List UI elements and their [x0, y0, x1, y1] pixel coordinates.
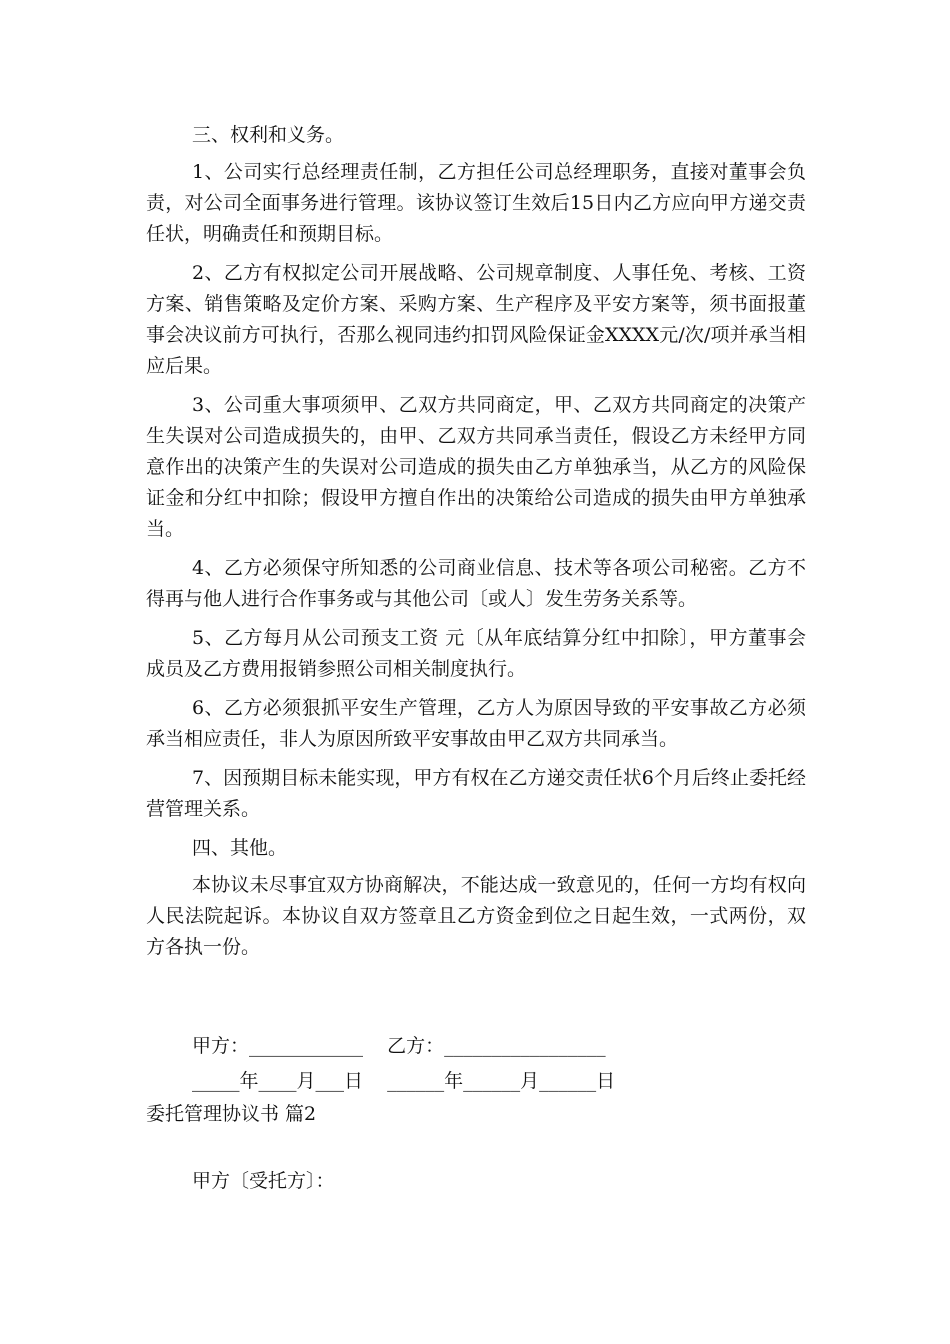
party-b-signature: 乙方：_________________	[387, 1035, 606, 1057]
other-clause: 本协议未尽事宜双方协商解决，不能达成一致意见的，任何一方均有权向人民法院起诉。本协议自双方签章且乙方资金到位之日起生效，一式两份，双方各执一份。	[146, 874, 806, 958]
next-agreement-title: 委托管理协议书 篇2	[146, 1103, 317, 1125]
signature-parties	[192, 1031, 606, 1058]
section-heading-other: 四、其他。	[192, 837, 288, 859]
clause-1: 1、公司实行总经理责任制，乙方担任公司总经理职务，直接对董事会负责，对公司全面事务进行管理。该协议签订生效后15日内乙方应向甲方递交责任状，明确责任和预期目标。	[146, 161, 806, 245]
clause-7: 7、因预期目标未能实现，甲方有权在乙方递交责任状6个月后终止委托经营管理关系。	[146, 767, 806, 820]
clause-5: 5、乙方每月从公司预支工资 元〔从年底结算分红中扣除〕，甲方董事会成员及乙方费用报销参照公司相关制度执行。	[146, 627, 806, 680]
party-a-trustee-label: 甲方〔受托方〕：	[192, 1170, 335, 1192]
signature-dates	[192, 1066, 615, 1093]
party-a-signature: 甲方：____________	[192, 1035, 364, 1057]
agreement-body	[146, 120, 806, 971]
clause-6: 6、乙方必须狠抓平安生产管理，乙方人为原因导致的平安事故乙方必须承当相应责任，非人为原因所致平安事故由甲乙双方共同承当。	[146, 697, 806, 750]
clause-2: 2、乙方有权拟定公司开展战略、公司规章制度、人事任免、考核、工资方案、销售策略及定价方案、采购方案、生产程序及平安方案等，须书面报董事会决议前方可执行，否那么视同违约扣罚风险保证金XXXX元/次/项并承当相应后果。	[146, 262, 806, 377]
clause-3: 3、公司重大事项须甲、乙双方共同商定，甲、乙双方共同商定的决策产生失误对公司造成损失的，由甲、乙双方共同承当责任，假设乙方未经甲方同意作出的决策产生的失误对公司造成的损失由乙方单独承当，从乙方的风险保证金和分红中扣除；假设甲方擅自作出的决策给公司造成的损失由甲方单独承当。	[146, 394, 806, 540]
party-a-date: _____年____月___日	[192, 1070, 364, 1092]
section-heading-rights: 三、权利和义务。	[192, 124, 345, 146]
clause-4: 4、乙方必须保守所知悉的公司商业信息、技术等各项公司秘密。乙方不得再与他人进行合作事务或与其他公司〔或人〕发生劳务关系等。	[146, 557, 806, 610]
party-b-date: ______年______月______日	[387, 1070, 616, 1092]
